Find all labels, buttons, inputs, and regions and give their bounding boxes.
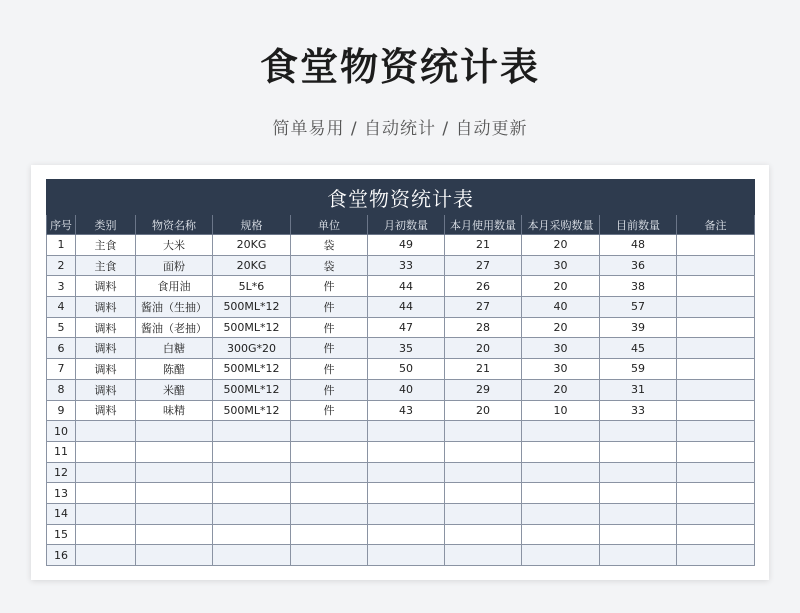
table-row: [47, 462, 755, 483]
table-cell[interactable]: 50: [368, 359, 445, 380]
table-cell[interactable]: 调料: [76, 297, 136, 318]
table-cell[interactable]: 袋: [291, 235, 368, 256]
table-cell[interactable]: 49: [368, 235, 445, 256]
table-cell[interactable]: [522, 483, 600, 504]
table-cell[interactable]: 13: [47, 483, 76, 504]
table-cell[interactable]: 26: [445, 276, 522, 297]
table-cell[interactable]: 29: [445, 379, 522, 400]
table-cell[interactable]: 4: [47, 297, 76, 318]
table-cell[interactable]: 44: [368, 276, 445, 297]
table-cell[interactable]: 白糖: [136, 338, 213, 359]
table-cell[interactable]: [213, 483, 291, 504]
table-cell[interactable]: [136, 421, 213, 442]
table-row: [47, 421, 755, 442]
table-cell[interactable]: [213, 462, 291, 483]
table-cell[interactable]: [677, 421, 755, 442]
table-cell[interactable]: [213, 441, 291, 462]
table-cell[interactable]: [677, 441, 755, 462]
table-cell[interactable]: 调料: [76, 379, 136, 400]
table-cell[interactable]: 12: [47, 462, 76, 483]
table-cell[interactable]: 酱油（老抽）: [136, 317, 213, 338]
page-title: 食堂物资统计表: [259, 45, 540, 89]
table-cell[interactable]: 3: [47, 276, 76, 297]
table-cell[interactable]: 1: [47, 235, 76, 256]
table-cell[interactable]: [291, 545, 368, 566]
page-subtitle: 简单易用 / 自动统计 / 自动更新: [272, 119, 528, 139]
table-cell[interactable]: 5: [47, 317, 76, 338]
column-header: 类别: [76, 215, 136, 235]
table-cell[interactable]: [677, 524, 755, 545]
table-cell[interactable]: [677, 545, 755, 566]
table-cell[interactable]: 43: [368, 400, 445, 421]
column-header: 目前数量: [600, 215, 677, 235]
table-cell[interactable]: [600, 421, 677, 442]
table-cell[interactable]: [445, 441, 522, 462]
table-cell[interactable]: [291, 503, 368, 524]
table-row: [47, 297, 755, 318]
table-cell[interactable]: 味精: [136, 400, 213, 421]
table-cell[interactable]: [522, 545, 600, 566]
table-cell[interactable]: [445, 524, 522, 545]
table-cell[interactable]: 件: [291, 297, 368, 318]
table-cell[interactable]: 20: [445, 338, 522, 359]
table-cell[interactable]: [677, 379, 755, 400]
table-cell[interactable]: 调料: [76, 400, 136, 421]
table-cell[interactable]: 500ML*12: [213, 359, 291, 380]
table-cell[interactable]: 30: [522, 359, 600, 380]
header-row: [47, 215, 755, 235]
table-row: [47, 524, 755, 545]
table-cell[interactable]: 9: [47, 400, 76, 421]
table-cell[interactable]: 15: [47, 524, 76, 545]
table-row: [47, 359, 755, 380]
table-cell[interactable]: 47: [368, 317, 445, 338]
table-cell[interactable]: [368, 462, 445, 483]
table-cell[interactable]: [522, 421, 600, 442]
table-cell[interactable]: 件: [291, 400, 368, 421]
table-cell[interactable]: [677, 462, 755, 483]
table-cell[interactable]: [136, 462, 213, 483]
column-header: 本月使用数量: [445, 215, 522, 235]
table-cell[interactable]: [445, 503, 522, 524]
table-cell[interactable]: 44: [368, 297, 445, 318]
table-body: [47, 235, 755, 566]
table-cell[interactable]: [76, 545, 136, 566]
table-cell[interactable]: [600, 503, 677, 524]
table-cell[interactable]: [291, 462, 368, 483]
table-cell[interactable]: [368, 545, 445, 566]
table-cell[interactable]: 面粉: [136, 255, 213, 276]
table-cell[interactable]: 48: [600, 235, 677, 256]
table-cell[interactable]: 件: [291, 276, 368, 297]
table-cell[interactable]: 35: [368, 338, 445, 359]
table-cell[interactable]: [136, 503, 213, 524]
table-cell[interactable]: 500ML*12: [213, 400, 291, 421]
table-cell[interactable]: 20: [522, 276, 600, 297]
table-cell[interactable]: 件: [291, 317, 368, 338]
table-cell[interactable]: [522, 462, 600, 483]
table-cell[interactable]: 300G*20: [213, 338, 291, 359]
table-cell[interactable]: 袋: [291, 255, 368, 276]
table-cell[interactable]: [445, 462, 522, 483]
table-cell[interactable]: [76, 483, 136, 504]
column-header: 单位: [291, 215, 368, 235]
table-cell[interactable]: 40: [368, 379, 445, 400]
table-cell[interactable]: [213, 524, 291, 545]
table-cell[interactable]: [677, 338, 755, 359]
table-cell[interactable]: 38: [600, 276, 677, 297]
table-cell[interactable]: 件: [291, 379, 368, 400]
table-cell[interactable]: 食用油: [136, 276, 213, 297]
table-cell[interactable]: [677, 503, 755, 524]
table-cell[interactable]: [368, 483, 445, 504]
table-cell[interactable]: 33: [368, 255, 445, 276]
table-cell[interactable]: [291, 421, 368, 442]
table-cell[interactable]: 米醋: [136, 379, 213, 400]
table-cell[interactable]: 28: [445, 317, 522, 338]
table-cell[interactable]: [522, 441, 600, 462]
table-cell[interactable]: [76, 524, 136, 545]
table-cell[interactable]: 16: [47, 545, 76, 566]
table-cell[interactable]: 大米: [136, 235, 213, 256]
table-cell[interactable]: 59: [600, 359, 677, 380]
table-cell[interactable]: 40: [522, 297, 600, 318]
inventory-table: [46, 179, 755, 566]
table-cell[interactable]: [368, 421, 445, 442]
table-cell[interactable]: 30: [522, 255, 600, 276]
table-cell[interactable]: 20: [522, 317, 600, 338]
table-cell[interactable]: [76, 421, 136, 442]
table-cell[interactable]: 500ML*12: [213, 297, 291, 318]
table-cell[interactable]: [600, 441, 677, 462]
table-cell[interactable]: [213, 503, 291, 524]
table-cell[interactable]: [291, 524, 368, 545]
table-cell[interactable]: [677, 483, 755, 504]
table-row: [47, 379, 755, 400]
table-cell[interactable]: [677, 255, 755, 276]
table-cell[interactable]: 27: [445, 255, 522, 276]
table-cell[interactable]: 36: [600, 255, 677, 276]
column-header: 物资名称: [136, 215, 213, 235]
table-cell[interactable]: [445, 545, 522, 566]
table-cell[interactable]: 20: [522, 235, 600, 256]
table-cell[interactable]: 31: [600, 379, 677, 400]
table-row: [47, 255, 755, 276]
table-cell[interactable]: [677, 400, 755, 421]
table-row: [47, 276, 755, 297]
table-cell[interactable]: 30: [522, 338, 600, 359]
table-cell[interactable]: 主食: [76, 235, 136, 256]
table-cell[interactable]: [136, 483, 213, 504]
table-cell[interactable]: 调料: [76, 276, 136, 297]
table-cell[interactable]: 调料: [76, 338, 136, 359]
table-cell[interactable]: 陈醋: [136, 359, 213, 380]
table-cell[interactable]: [445, 483, 522, 504]
table-cell[interactable]: 500ML*12: [213, 317, 291, 338]
table-cell[interactable]: [522, 524, 600, 545]
table-cell[interactable]: 主食: [76, 255, 136, 276]
table-cell[interactable]: 酱油（生抽）: [136, 297, 213, 318]
table-cell[interactable]: [136, 524, 213, 545]
table-row: [47, 441, 755, 462]
column-header: 本月采购数量: [522, 215, 600, 235]
table-cell[interactable]: 件: [291, 338, 368, 359]
table-row: [47, 483, 755, 504]
table-cell[interactable]: [445, 421, 522, 442]
table-row: [47, 503, 755, 524]
table-cell[interactable]: 10: [47, 421, 76, 442]
table-cell[interactable]: [368, 524, 445, 545]
table-cell[interactable]: [136, 441, 213, 462]
table-row: [47, 545, 755, 566]
table-cell[interactable]: 20: [445, 400, 522, 421]
column-header: 月初数量: [368, 215, 445, 235]
table-cell[interactable]: 10: [522, 400, 600, 421]
table-cell[interactable]: 20KG: [213, 255, 291, 276]
table-cell[interactable]: [76, 441, 136, 462]
table-row: [47, 235, 755, 256]
table-cell[interactable]: [291, 483, 368, 504]
table-cell[interactable]: [213, 421, 291, 442]
table-cell[interactable]: [677, 276, 755, 297]
table-cell[interactable]: 6: [47, 338, 76, 359]
table-cell[interactable]: [291, 441, 368, 462]
table-cell[interactable]: 21: [445, 235, 522, 256]
table-cell[interactable]: [600, 524, 677, 545]
table-cell[interactable]: 7: [47, 359, 76, 380]
table-cell[interactable]: [76, 503, 136, 524]
table-row: [47, 317, 755, 338]
table-cell[interactable]: 33: [600, 400, 677, 421]
column-header: 序号: [47, 215, 76, 235]
table-cell[interactable]: [677, 359, 755, 380]
table-cell[interactable]: 21: [445, 359, 522, 380]
table-cell[interactable]: [136, 545, 213, 566]
table-cell[interactable]: [600, 483, 677, 504]
table-cell[interactable]: 20KG: [213, 235, 291, 256]
table-cell[interactable]: [76, 462, 136, 483]
table-cell[interactable]: [677, 317, 755, 338]
table-cell[interactable]: 20: [522, 379, 600, 400]
column-header: 备注: [677, 215, 755, 235]
table-cell[interactable]: [522, 503, 600, 524]
table-row: [47, 400, 755, 421]
table-cell[interactable]: 调料: [76, 317, 136, 338]
table-cell[interactable]: 500ML*12: [213, 379, 291, 400]
table-cell[interactable]: [600, 545, 677, 566]
table-row: [47, 338, 755, 359]
table-cell[interactable]: 45: [600, 338, 677, 359]
table-cell[interactable]: [677, 297, 755, 318]
table-cell[interactable]: 27: [445, 297, 522, 318]
table-cell[interactable]: [213, 545, 291, 566]
table-cell[interactable]: 调料: [76, 359, 136, 380]
sheet-title: 食堂物资统计表: [47, 180, 755, 215]
table-cell[interactable]: 2: [47, 255, 76, 276]
table-cell[interactable]: 14: [47, 503, 76, 524]
table-cell[interactable]: 11: [47, 441, 76, 462]
table-cell[interactable]: [677, 235, 755, 256]
table-cell[interactable]: 8: [47, 379, 76, 400]
table-cell[interactable]: 5L*6: [213, 276, 291, 297]
table-cell[interactable]: 57: [600, 297, 677, 318]
table-cell[interactable]: 件: [291, 359, 368, 380]
table-cell[interactable]: [600, 462, 677, 483]
table-cell[interactable]: 39: [600, 317, 677, 338]
column-header: 规格: [213, 215, 291, 235]
table-cell[interactable]: [368, 503, 445, 524]
table-cell[interactable]: [368, 441, 445, 462]
